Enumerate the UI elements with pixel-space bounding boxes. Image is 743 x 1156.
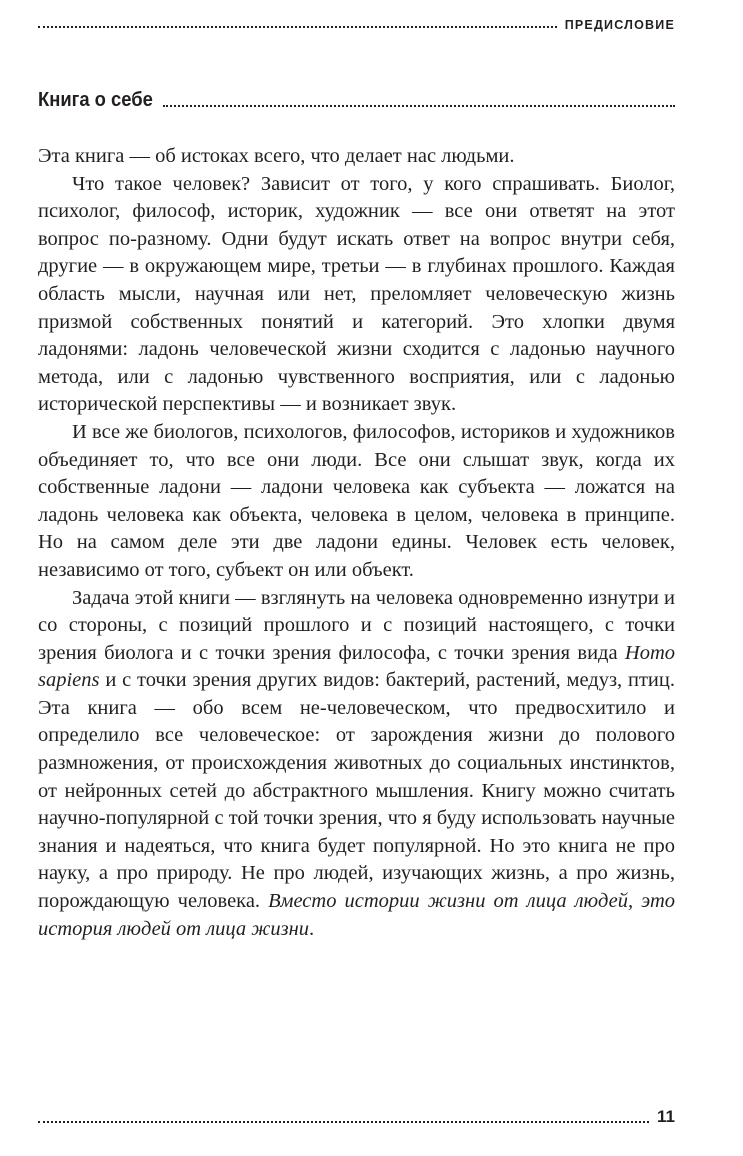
closing-period: . (309, 917, 315, 940)
chapter-title: Книга о себе (38, 89, 153, 111)
paragraph-text: Задача этой книги — взглянуть на человека одновременно изнутри и со стороны, с позиций прошлого и с позиций настоящего, с точки зрения биолога и с точки зрения философа, с точки зрения вида (38, 586, 675, 664)
paragraph: Эта книга — об истоках всего, что делает нас людьми. (38, 145, 515, 167)
paragraph (38, 585, 675, 944)
running-header (38, 10, 675, 32)
species-name: Homo sapiens (38, 641, 675, 692)
header-dot-leader (38, 26, 557, 28)
chapter-dot-leader (163, 105, 675, 107)
page-number: 11 (657, 1107, 675, 1126)
chapter-heading (38, 88, 675, 112)
paragraph: И все же биологов, психологов, философов, историков и художников объединяет то, что все они люди. Все они слышат звук, когда их собственные ладони — ладони человека как субъекта — ложатся на ладонь человека как объекта, человека в целом, человека в принципе. Но на самом деле эти две ладони едины. Человек есть человек, независимо от того, субъект он или объект. (38, 420, 675, 581)
paragraph-text: и с точки зрения других видов: бактерий, растений, медуз, птиц. Эта книга — обо всем не-человеческом, что предвосхитило и определило все человеческое: от зарождения жизни до полового размножения, от происхождения животных до социальных инстинктов, от нейронных сетей до абстрактного мышления. Книгу можно считать научно-популярной с той точки зрения, что я буду использовать научные знания и надеяться, что книга будет популярной. Но это книга не про науку, а про природу. Не про людей, изучающих жизнь, а про жизнь, порождающую человека. (38, 669, 675, 913)
page-footer (38, 1103, 675, 1127)
footer-dot-leader (38, 1121, 649, 1123)
body-text (38, 143, 675, 943)
section-title: ПРЕДИСЛОВИЕ (564, 18, 675, 32)
closing-sentence: Вместо истории жизни от лица людей, это история людей от лица жизни (38, 890, 675, 940)
paragraph: Что такое человек? Зависит от того, у кого спрашивать. Биолог, психолог, философ, историк, художник — все они ответят на этот вопрос по-разному. Одни будут искать ответ на вопрос внутри себя, другие — в окружающем мире, третьи — в глубинах прошлого. Каждая область мысли, научная или нет, преломляет человеческую жизнь призмой собственных понятий и категорий. Это хлопки двумя ладонями: ладонь человеческой жизни сходится с ладонью научного метода, или с ладонью чувственного восприятия, или с ладонью исторической перспективы — и возникает звук. (38, 172, 675, 416)
